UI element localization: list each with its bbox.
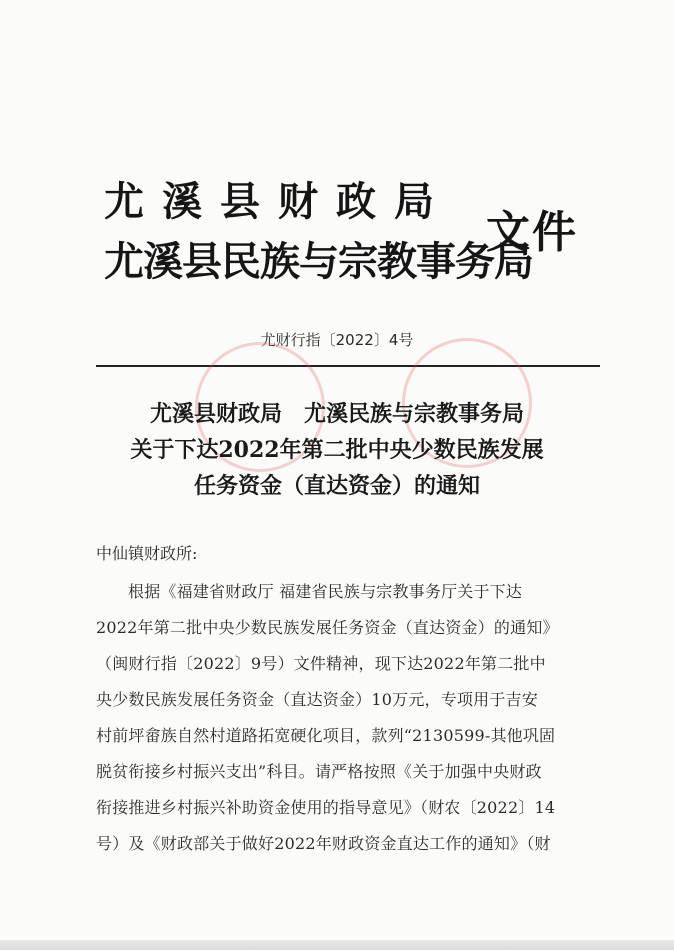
body-line: 央少数民族发展任务资金（直达资金）10万元，专项用于吉安 xyxy=(96,690,538,709)
body-line: 根据《福建省财政厅 福建省民族与宗教事务厅关于下达 xyxy=(128,582,523,601)
document-number: 尤财行指〔2022〕4号 xyxy=(260,331,414,349)
notice-title-line3: 任务资金（直达资金）的通知 xyxy=(193,473,480,499)
document-type-label: 文件 xyxy=(486,207,578,258)
body-line: （闽财行指〔2022〕9号）文件精神，现下达2022年第二批中 xyxy=(96,654,546,673)
issuer-ethnic-religious-bureau: 尤溪县民族与宗教事务局 xyxy=(104,238,533,285)
body-line: 脱贫衔接乡村振兴支出”科目。请严格按照《关于加强中央财政 xyxy=(96,762,542,781)
notice-title-line1: 尤溪县财政局 尤溪民族与宗教事务局 xyxy=(149,401,524,427)
issuer-finance-bureau: 尤溪县财政局 xyxy=(104,178,452,225)
body-line: 村前坪畲族自然村道路拓宽硬化项目，款列“2130599-其他巩固 xyxy=(96,726,556,745)
body-line: 号）及《财政部关于做好2022年财政资金直达工作的通知》（财 xyxy=(96,834,551,853)
notice-title-line2: 关于下达2022年第二批中央少数民族发展 xyxy=(130,437,544,463)
body-line: 衔接推进乡村振兴补助资金使用的指导意见》（财农〔2022〕14 xyxy=(96,798,556,817)
addressee: 中仙镇财政所: xyxy=(96,544,198,563)
page-bottom-edge xyxy=(0,940,674,950)
header-divider xyxy=(96,365,600,367)
body-line: 2022年第二批中央少数民族发展任务资金（直达资金）的通知》 xyxy=(96,618,559,637)
